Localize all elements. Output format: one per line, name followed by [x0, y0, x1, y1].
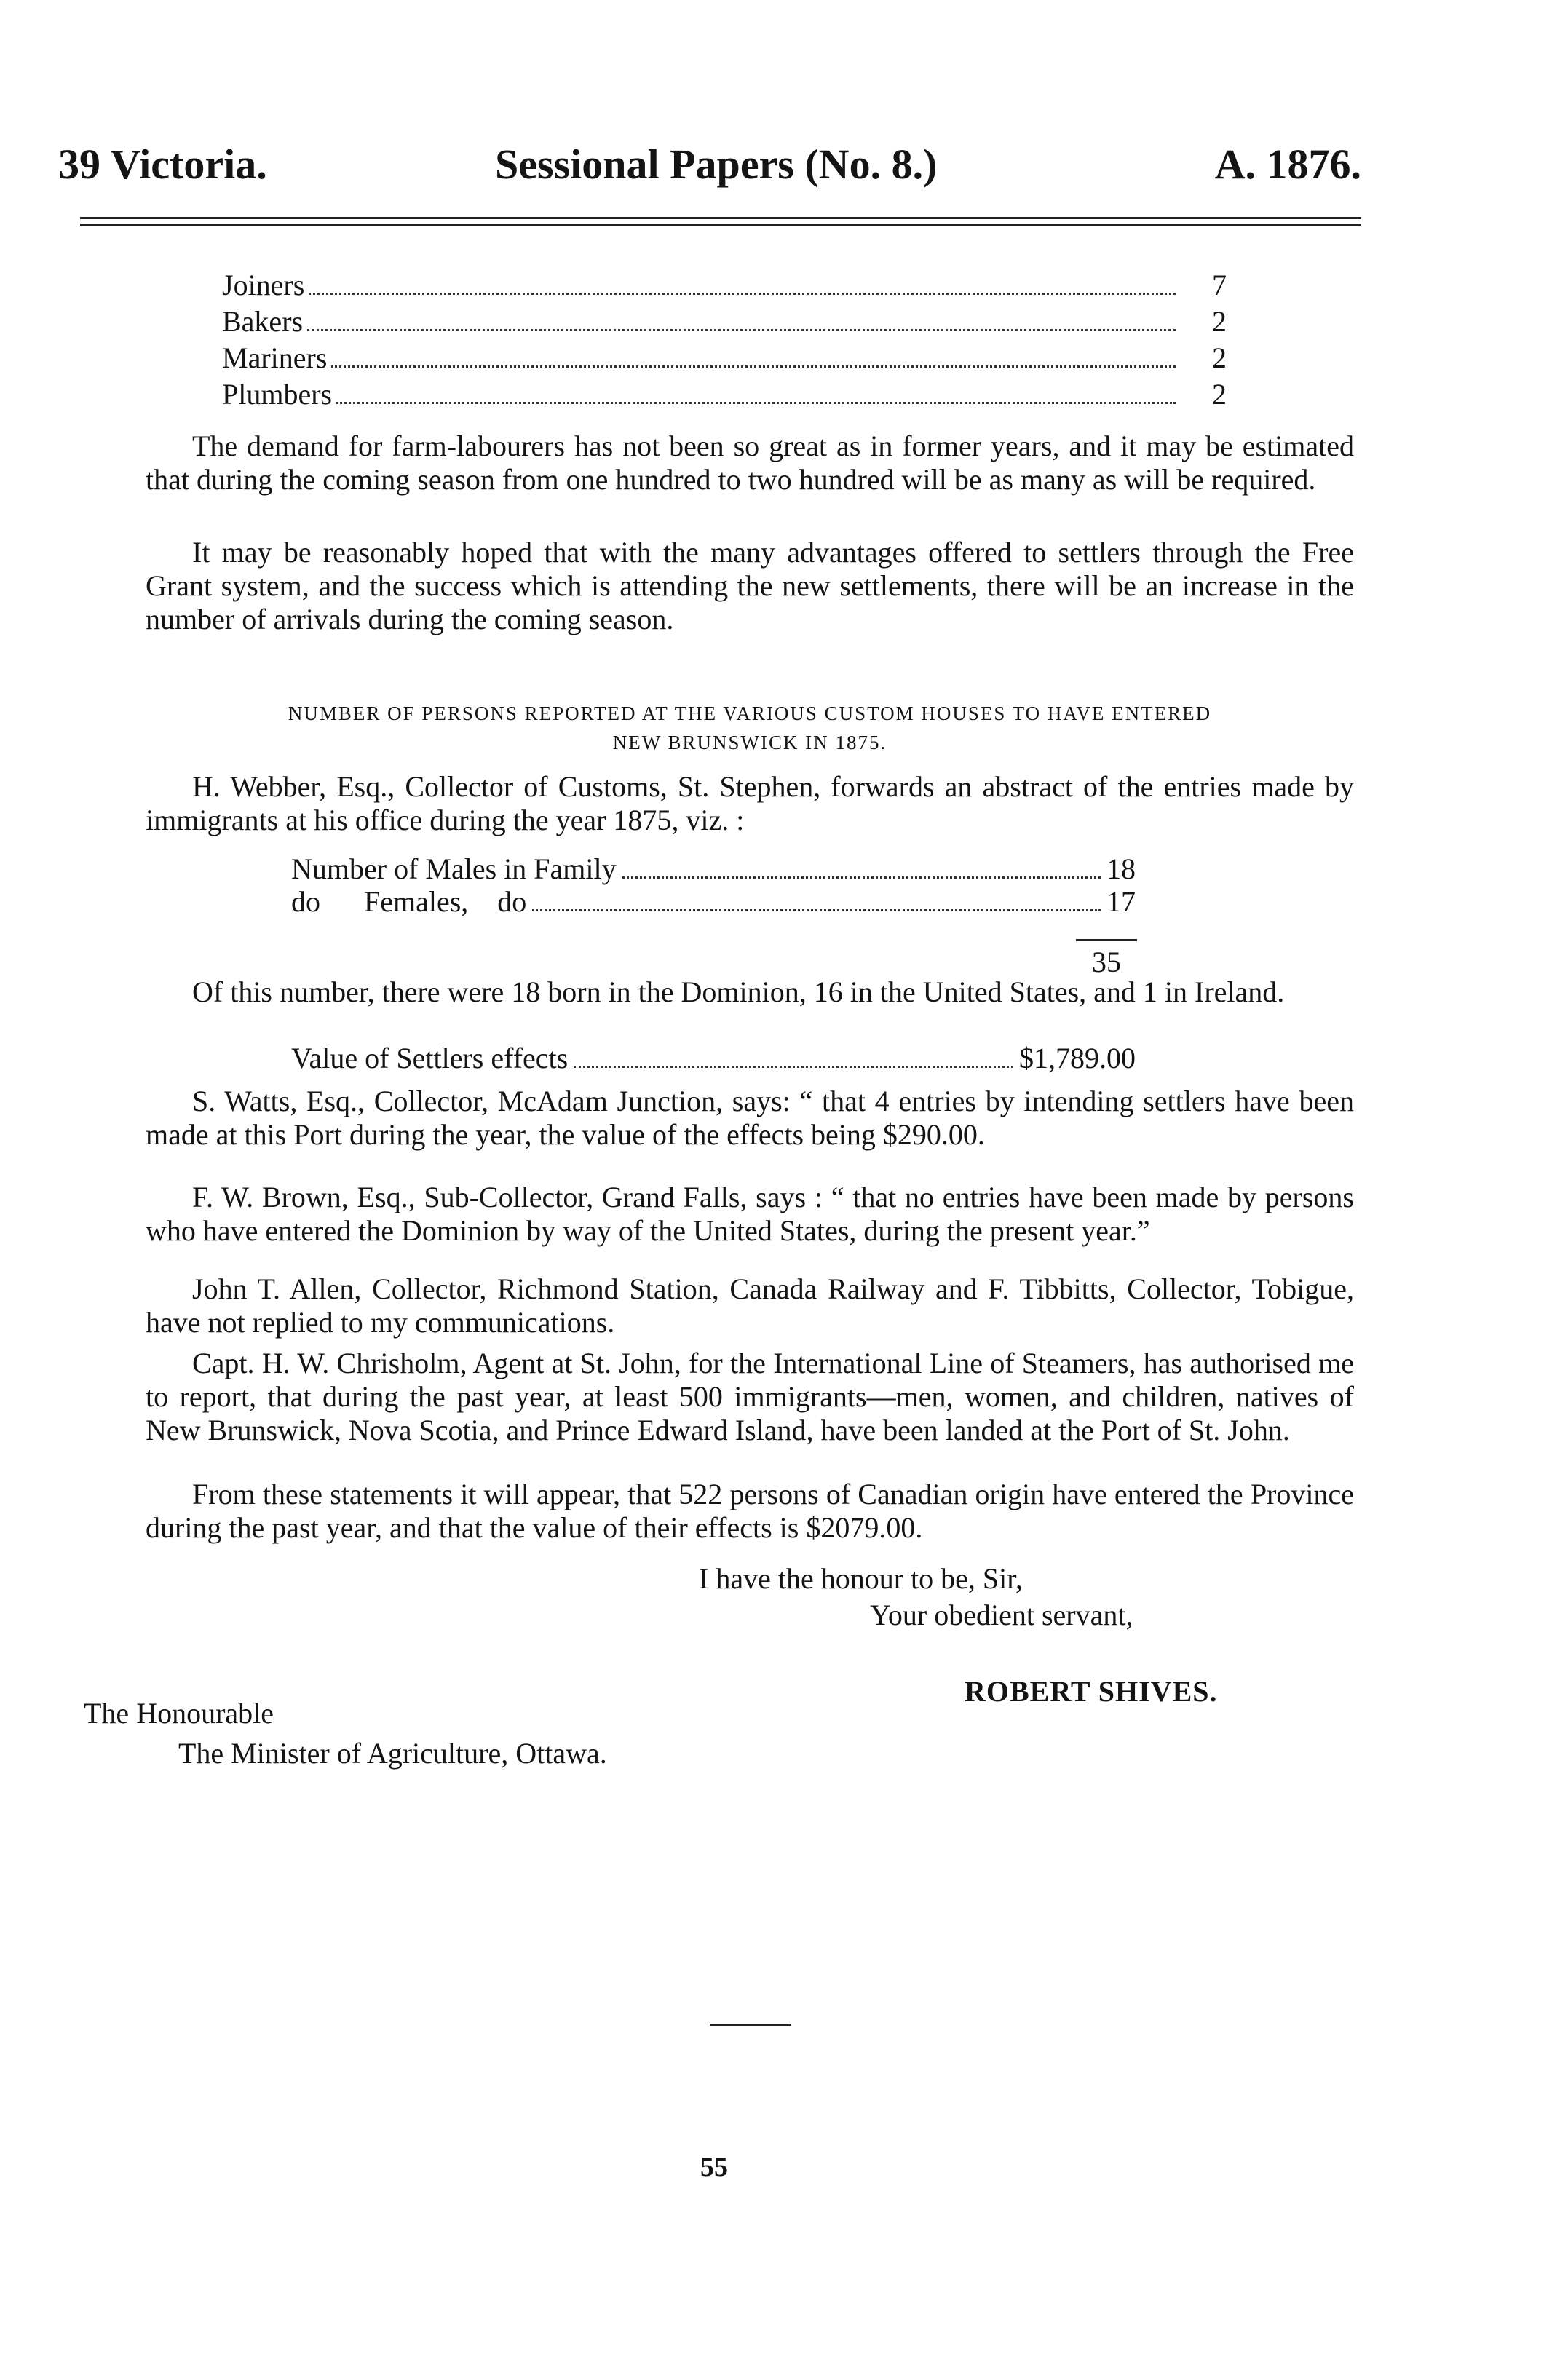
paragraph-watts: S. Watts, Esq., Collector, McAdam Junction, says: “ that 4 entries by intending settlers have been made at this Port during the year, the value of the effects being $290.00.: [146, 1085, 1354, 1151]
paragraph-conclusion: From these statements it will appear, that 522 persons of Canadian origin have entered the Province during the past year, and that the value of their effects is $2079.00.: [146, 1478, 1354, 1544]
dot-leader: [574, 1066, 1013, 1068]
header-year: A. 1876.: [1214, 140, 1361, 188]
signature: ROBERT SHIVES.: [965, 1675, 1218, 1708]
trade-row: [222, 377, 1227, 413]
header-title: Sessional Papers (No. 8.): [495, 140, 938, 188]
entry-value: $1,789.00: [1019, 1042, 1136, 1074]
section-heading-line1: NUMBER OF PERSONS REPORTED AT THE VARIOUS CUSTOM HOUSES TO HAVE ENTERED: [288, 702, 1212, 724]
paragraph-farm-labourers: The demand for farm-labourers has not been so great as in former years, and it may be estimated that during the coming season from one hundred to two hundred will be as many as will be required.: [146, 429, 1354, 496]
paragraph-allen: John T. Allen, Collector, Richmond Station, Canada Railway and F. Tibbitts, Collector, Tobigue, have not replied to my communications.: [146, 1272, 1354, 1339]
entry-label: Number of Males in Family: [291, 852, 617, 885]
dot-leader: [336, 402, 1176, 404]
dot-leader: [309, 293, 1176, 295]
paragraph-birthplaces: Of this number, there were 18 born in the Dominion, 16 in the United States, and 1 in Ireland.: [192, 975, 1285, 1008]
header-rule: [80, 217, 1361, 219]
sum-rule: [1076, 939, 1137, 941]
trade-count: 2: [1212, 378, 1227, 411]
dot-leader: [331, 365, 1176, 368]
entry-total: 35: [1092, 946, 1121, 978]
paragraph-chrisholm: Capt. H. W. Chrisholm, Agent at St. John, for the International Line of Steamers, has authorised me to report, that during the past year, at least 500 immigrants—men, women, and children, natives of New Brunswick, Nova Scotia, and Prince Edward Island, have been landed at the Port of St. John.: [146, 1347, 1354, 1446]
closing-servant: Your obedient servant,: [870, 1599, 1133, 1631]
trade-count: 7: [1212, 269, 1227, 301]
trade-name: Bakers: [222, 305, 304, 338]
closing-line: I have the honour to be, Sir,: [699, 1562, 1023, 1595]
dot-leader: [532, 909, 1101, 911]
entry-females-row: [291, 884, 1136, 919]
addressee-line2: The Minister of Agriculture, Ottawa.: [178, 1737, 607, 1770]
entry-label: do Females, do: [291, 885, 527, 918]
page-number: 55: [700, 2152, 728, 2182]
entry-label: Value of Settlers effects: [291, 1042, 569, 1074]
dot-leader: [622, 876, 1101, 879]
trade-row: [222, 268, 1227, 304]
header-rule-double: [80, 224, 1361, 226]
paragraph-webber: H. Webber, Esq., Collector of Customs, St. Stephen, forwards an abstract of the entries made by immigrants at his office during the year 1875, viz. :: [146, 770, 1354, 836]
paragraph-free-grant: It may be reasonably hoped that with the many advantages offered to settlers through the Free Grant system, and the success which is attending the new settlements, there will be an increase in the number of arrivals during the coming season.: [146, 536, 1354, 635]
trade-name: Plumbers: [222, 378, 333, 411]
section-heading-line2: NEW BRUNSWICK IN 1875.: [612, 732, 887, 753]
trade-row: [222, 341, 1227, 377]
addressee-line1: The Honourable: [84, 1697, 274, 1730]
trade-name: Joiners: [222, 269, 305, 301]
dot-leader: [307, 329, 1176, 331]
end-rule: [710, 2024, 791, 2026]
section-heading: [138, 699, 1361, 757]
entry-value: 17: [1106, 885, 1136, 918]
running-header: [58, 140, 1361, 205]
entry-settlers-effects-row: [291, 1041, 1136, 1075]
trades-list: [222, 268, 1227, 413]
entry-males-row: [291, 852, 1136, 886]
trade-count: 2: [1212, 341, 1227, 374]
trade-row: [222, 304, 1227, 341]
paragraph-brown: F. W. Brown, Esq., Sub-Collector, Grand Falls, says : “ that no entries have been made by persons who have entered the Dominion by way of the United States, during the present year.”: [146, 1181, 1354, 1247]
header-session: 39 Victoria.: [58, 140, 267, 188]
entry-value: 18: [1106, 852, 1136, 885]
trade-count: 2: [1212, 305, 1227, 338]
trade-name: Mariners: [222, 341, 328, 374]
